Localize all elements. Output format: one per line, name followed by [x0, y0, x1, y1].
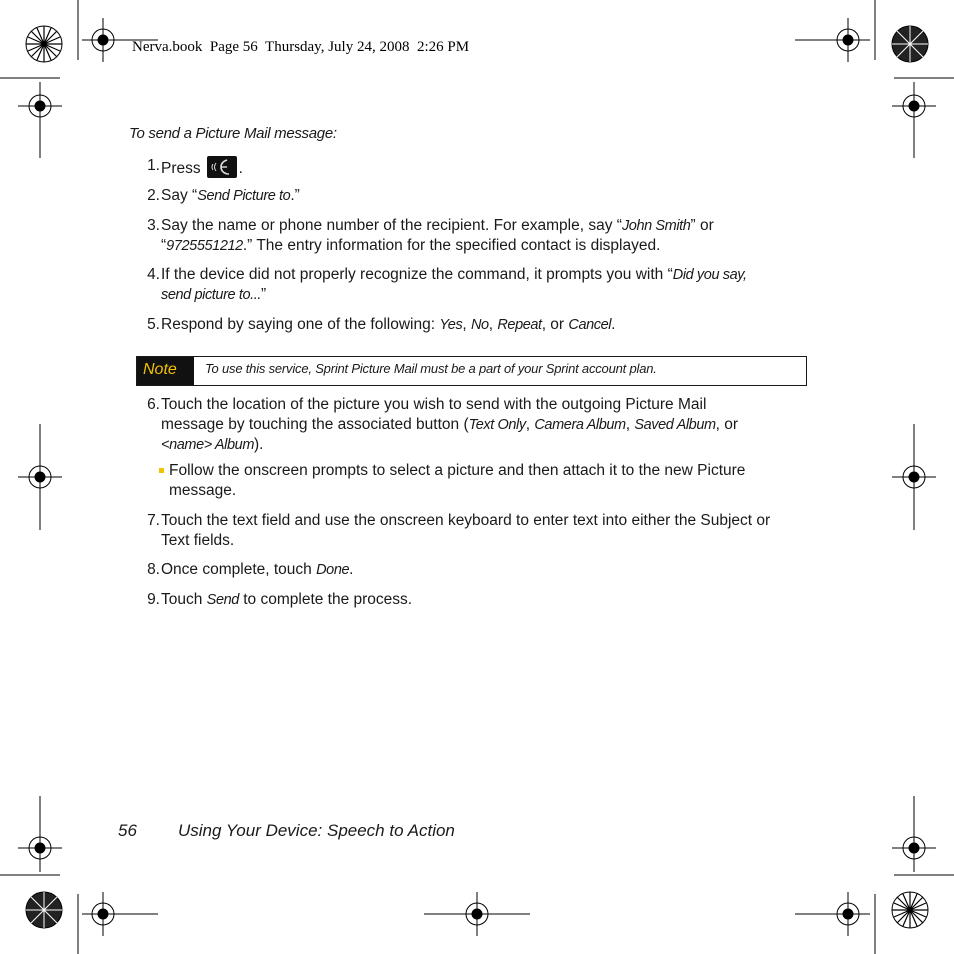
- button-send: Send: [206, 592, 239, 608]
- note-label: Note: [137, 357, 194, 385]
- option-no: No: [470, 317, 489, 333]
- voice-command: Send Picture to: [197, 188, 291, 204]
- step-number: 3.: [147, 217, 160, 234]
- note-text: To use this service, Sprint Picture Mail must be a part of your Sprint account plan.: [205, 361, 657, 376]
- step-text: Touch Send to complete the process.: [161, 591, 413, 608]
- step-number: 7.: [147, 512, 160, 529]
- button-saved-album: Saved Album: [634, 417, 716, 433]
- registration-mark-left-upper: [18, 82, 62, 158]
- step-number: 2.: [147, 187, 160, 204]
- voice-command: John Smith: [621, 218, 691, 234]
- registration-mark-right-middle: [892, 424, 936, 530]
- step-text-line-2: Text fields.: [161, 532, 235, 549]
- step-text: Say “Send Picture to.”: [161, 187, 300, 204]
- procedure-heading: To send a Picture Mail message:: [129, 125, 337, 142]
- bullet-text-line-2: message.: [169, 482, 237, 499]
- step-text: Once complete, touch Done.: [161, 561, 354, 578]
- step-number: 9.: [147, 591, 160, 608]
- button-name-album: <name> Album: [161, 437, 254, 453]
- star-target-top-right: [892, 26, 928, 62]
- button-text-only: Text Only: [468, 417, 526, 433]
- voice-command: 9725551212: [166, 238, 243, 254]
- note-box: [136, 356, 807, 386]
- step-text-line-1: If the device did not properly recognize the command, it prompts you with “Did you say,: [161, 266, 747, 283]
- page-number: 56: [118, 821, 137, 840]
- option-yes: Yes: [439, 317, 463, 333]
- star-target-top-left: [26, 26, 62, 62]
- step-number: 6.: [147, 396, 160, 413]
- button-camera-album: Camera Album: [534, 417, 626, 433]
- star-target-bottom-right: [892, 892, 928, 928]
- step-text-line-1: Touch the location of the picture you wish to send with the outgoing Picture Mail: [161, 396, 707, 413]
- step-text-line-2: “9725551212.” The entry information for the specified contact is displayed.: [161, 237, 661, 254]
- step-text: Respond by saying one of the following: Yes, No, Repeat, or Cancel.: [161, 316, 616, 333]
- step-text: Press .: [161, 156, 243, 179]
- step-number: 1.: [147, 157, 160, 174]
- voice-command: send picture to...: [161, 287, 261, 303]
- voice-command-key-icon: [207, 156, 237, 178]
- registration-mark-right-upper: [892, 82, 936, 158]
- step-number: 5.: [147, 316, 160, 333]
- button-done: Done: [316, 562, 350, 578]
- registration-mark-bottom-center: [424, 892, 530, 936]
- step-text-line-2: message by touching the associated button (Text Only, Camera Album, Saved Album, or: [161, 416, 739, 433]
- registration-mark-left-middle: [18, 424, 62, 530]
- bullet-text-line-1: Follow the onscreen prompts to select a picture and then attach it to the new Picture: [169, 462, 746, 479]
- option-cancel: Cancel: [568, 317, 612, 333]
- section-title: Using Your Device: Speech to Action: [178, 821, 455, 840]
- step-text-line-1: Say the name or phone number of the recipient. For example, say “John Smith” or: [161, 217, 714, 234]
- star-target-bottom-left: [26, 892, 62, 928]
- registration-mark-bottom-right: [795, 892, 870, 936]
- bullet-marker: [159, 468, 164, 473]
- registration-mark-bottom-left: [82, 892, 158, 936]
- step-number: 8.: [147, 561, 160, 578]
- voice-command: Did you say,: [672, 267, 747, 283]
- print-header: Nerva.book Page 56 Thursday, July 24, 2008 2:26 PM: [132, 39, 470, 55]
- step-text-line-2: send picture to...”: [161, 286, 267, 303]
- step-text-line-1: Touch the text field and use the onscreen keyboard to enter text into either the Subject or: [161, 512, 771, 529]
- step-text-line-3: <name> Album).: [161, 436, 264, 453]
- registration-mark-left-lower: [18, 796, 62, 872]
- registration-mark-top-right: [795, 18, 870, 62]
- registration-mark-right-lower: [892, 796, 936, 872]
- option-repeat: Repeat: [497, 317, 542, 333]
- step-number: 4.: [147, 266, 160, 283]
